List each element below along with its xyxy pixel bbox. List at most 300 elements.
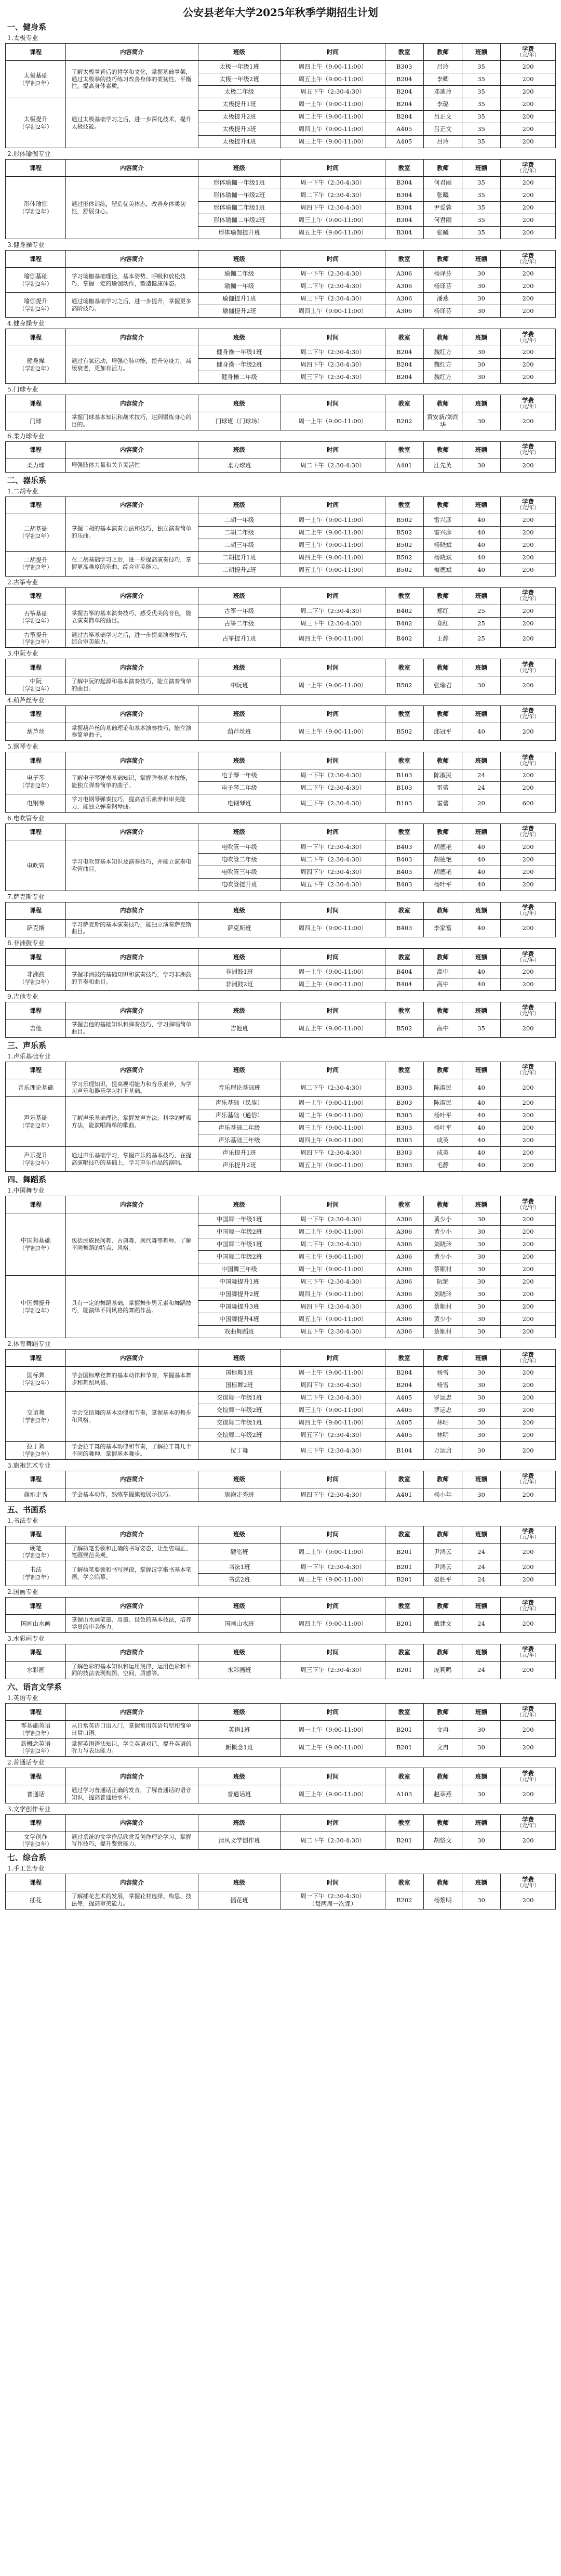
header-intro: 内容简介 (66, 251, 198, 268)
teacher-cell: 张曦 (423, 227, 462, 239)
tuition-cell: 200 (501, 1276, 556, 1288)
class-cell: 书法2班 (198, 1574, 280, 1586)
tuition-cell: 600 (501, 794, 556, 813)
header-room: 教室 (385, 587, 423, 605)
class-cell: 中国舞一年级2班 (198, 1226, 280, 1238)
tuition-cell: 200 (501, 371, 556, 384)
header-class: 班级 (198, 587, 280, 605)
major-section (5, 992, 556, 1038)
size-cell: 30 (462, 1288, 500, 1301)
tuition-cell: 200 (501, 1832, 556, 1850)
header-tuition: 学费 （元/年） (501, 949, 556, 966)
header-course: 课程 (6, 1598, 66, 1615)
time-cell: 周五上午（9:00-11:00） (280, 1019, 385, 1038)
size-cell: 40 (462, 723, 500, 741)
schedule-table (5, 43, 556, 148)
tuition-cell: 200 (501, 227, 556, 239)
major-heading: 3.文学创作专业 (7, 1805, 51, 1813)
header-row (6, 160, 556, 177)
teacher-cell: 林明 (423, 1417, 462, 1429)
room-cell: B103 (385, 769, 423, 782)
room-cell: A306 (385, 1288, 423, 1301)
size-cell: 40 (462, 1097, 500, 1109)
teacher-cell: 吕玲 (423, 136, 462, 148)
header-class: 班级 (198, 160, 280, 177)
header-tuition-unit: （元/年） (516, 911, 540, 917)
teacher-cell: 晏胜平 (423, 1574, 462, 1586)
header-row (6, 496, 556, 514)
class-cell: 太极一年级2班 (198, 73, 280, 86)
size-cell: 35 (462, 202, 500, 214)
class-cell: 中国舞提升3班 (198, 1301, 280, 1313)
time-cell: 周二上午（9:00-11:00） (280, 1109, 385, 1122)
class-cell: 电吹管一年级 (198, 841, 280, 853)
teacher-cell: 毛静 (423, 1159, 462, 1172)
time-cell: 周五下午（2:30-4:30） (280, 86, 385, 98)
schedule-table (5, 441, 556, 473)
header-size: 班额 (462, 395, 500, 412)
course-intro-cell: 掌握英语语法知识，学会英语对话，提升英语的听力与表达能力。 (66, 1738, 198, 1757)
time-cell: 周三上午（9:00-11:00） (280, 723, 385, 741)
header-room: 教室 (385, 949, 423, 966)
course-name-cell: 声乐基础 （学制2年） (6, 1097, 66, 1147)
header-tuition: 学费 （元/年） (501, 1874, 556, 1891)
course-intro-cell: 掌握吉他的基础知识和弹奏技巧，学习弹唱简单曲目。 (66, 1019, 198, 1038)
class-cell: 形体瑜伽二年级2班 (198, 214, 280, 227)
major-section (5, 1186, 556, 1338)
major-heading: 1.书法专业 (7, 1516, 38, 1524)
class-cell: 国标舞1班 (198, 1367, 280, 1379)
header-course: 课程 (6, 1704, 66, 1721)
major-heading: 8.非洲鼓专业 (7, 939, 45, 947)
header-room: 教室 (385, 395, 423, 412)
header-row (6, 44, 556, 61)
time-cell: 周二下午（2:30-4:30） (280, 346, 385, 359)
teacher-cell: 杨叶平 (423, 1122, 462, 1134)
teacher-cell: 梅德斌 (423, 564, 462, 576)
time-cell: 周二上午（9:00-11:00） (280, 111, 385, 123)
tuition-cell: 200 (501, 1079, 556, 1097)
header-intro: 内容简介 (66, 1704, 198, 1721)
class-cell: 形体瑜伽一年级1班 (198, 177, 280, 189)
header-teacher: 教师 (423, 160, 462, 177)
class-cell: 太极一年级1班 (198, 61, 280, 73)
table-row (6, 1367, 556, 1379)
header-tuition: 学费 （元/年） (501, 160, 556, 177)
major-section (5, 814, 556, 891)
course-intro-cell: 通过有氧运动，增强心肺功能，提升免疫力，减缓衰老，更加有活力。 (66, 346, 198, 384)
teacher-cell: 陈淑民 (423, 1097, 462, 1109)
course-intro-cell: 通过太极基础学习之后，进一步深化技术，提升太极技能。 (66, 98, 198, 148)
room-cell: B303 (385, 1159, 423, 1172)
class-cell: 电子琴一年级 (198, 769, 280, 782)
class-cell: 健身操二年级 (198, 371, 280, 384)
time-cell: 周一上午（9:00-11:00） (280, 98, 385, 111)
major-section (5, 33, 556, 148)
class-cell: 电吹管三年级 (198, 866, 280, 878)
time-cell: 周三下午（2:30-4:30） (280, 371, 385, 384)
size-cell: 24 (462, 1574, 500, 1586)
header-class: 班级 (198, 251, 280, 268)
size-cell: 20 (462, 794, 500, 813)
class-cell: 二胡提升2班 (198, 564, 280, 576)
header-row (6, 1526, 556, 1543)
size-cell: 40 (462, 1122, 500, 1134)
header-course: 课程 (6, 441, 66, 459)
teacher-cell: 文冉 (423, 1721, 462, 1739)
class-cell: 交谊舞一年级2班 (198, 1404, 280, 1417)
tuition-cell: 200 (501, 723, 556, 741)
room-cell: B403 (385, 866, 423, 878)
header-tuition: 学费 （元/年） (501, 1471, 556, 1488)
time-cell: 周一下午（2:30-4:30） (280, 1213, 385, 1226)
header-course: 课程 (6, 1644, 66, 1661)
teacher-cell: 杨晓斌 (423, 539, 462, 551)
size-cell: 40 (462, 1159, 500, 1172)
teacher-cell: 杨小年 (423, 1488, 462, 1501)
header-row (6, 1062, 556, 1079)
course-intro-cell: 具有一定的舞蹈基础，掌握舞步男元素和舞蹈技巧，能演绎不同风格的舞蹈作品。 (66, 1276, 198, 1338)
room-cell: A306 (385, 1301, 423, 1313)
header-size: 班额 (462, 949, 500, 966)
header-size: 班额 (462, 902, 500, 919)
tuition-cell: 200 (501, 1134, 556, 1147)
room-cell: B204 (385, 1379, 423, 1392)
teacher-cell: 文冉 (423, 1738, 462, 1757)
schedule-table (5, 1768, 556, 1803)
header-row (6, 441, 556, 459)
header-size: 班额 (462, 1768, 500, 1785)
class-cell: 电子琴二年级 (198, 782, 280, 794)
class-cell: 普通话班 (198, 1785, 280, 1803)
room-cell: A306 (385, 1238, 423, 1251)
course-name-cell: 水彩画 (6, 1661, 66, 1679)
course-intro-cell: 掌握二胡的基本演奏方法和技巧，独立演奏简单的乐曲。 (66, 514, 198, 551)
major-section (5, 149, 556, 239)
time-cell: 周一上午（9:00-11:00） (280, 966, 385, 978)
class-cell: 声乐基础二年级 (198, 1122, 280, 1134)
course-intro-cell: 了解执笔要领和正确的书写姿态，让坐姿端正、笔画规范美观。 (66, 1543, 198, 1561)
header-intro: 内容简介 (66, 496, 198, 514)
header-course: 课程 (6, 1062, 66, 1079)
header-size: 班额 (462, 1874, 500, 1891)
header-time: 时间 (280, 160, 385, 177)
tuition-cell: 200 (501, 214, 556, 227)
header-time: 时间 (280, 587, 385, 605)
size-cell: 40 (462, 514, 500, 526)
size-cell: 30 (462, 1213, 500, 1226)
course-name-cell: 电钢琴 (6, 794, 66, 813)
course-intro-cell: 学习电吹管基本知识及演奏技巧，并能立演奏电吹管曲目。 (66, 841, 198, 891)
header-tuition-unit: （元/年） (516, 403, 540, 410)
teacher-cell: 张瑞君 (423, 676, 462, 695)
tuition-cell: 200 (501, 1785, 556, 1803)
room-cell: B204 (385, 111, 423, 123)
header-intro: 内容简介 (66, 823, 198, 841)
major-section (5, 1693, 556, 1757)
room-cell: B303 (385, 1122, 423, 1134)
room-cell: B201 (385, 1615, 423, 1633)
course-intro-cell: 了解声乐基础理论，掌握发声方法、科学的呼吸方法，能演唱简单的歌曲。 (66, 1097, 198, 1147)
time-cell: 周一上午（9:00-11:00） (280, 1721, 385, 1739)
room-cell: B502 (385, 551, 423, 564)
time-cell: 周一下午（2:30-4:30） (280, 268, 385, 280)
header-time: 时间 (280, 1196, 385, 1213)
header-class: 班级 (198, 1598, 280, 1615)
schedule-table (5, 496, 556, 577)
teacher-cell: 黄少小 (423, 1226, 462, 1238)
table-row (6, 919, 556, 937)
header-tuition: 学费 （元/年） (501, 395, 556, 412)
size-cell: 30 (462, 1313, 500, 1326)
size-cell: 24 (462, 769, 500, 782)
class-cell: 电吹管二年级 (198, 853, 280, 866)
table-row (6, 1561, 556, 1574)
time-cell: 周四下午（2:30-4:30） (280, 866, 385, 878)
header-row (6, 1644, 556, 1661)
teacher-cell: 黄少小 (423, 1251, 462, 1263)
major-section (5, 1587, 556, 1633)
class-cell: 中国舞二年级1班 (198, 1238, 280, 1251)
tuition-cell: 200 (501, 1442, 556, 1460)
header-teacher: 教师 (423, 1704, 462, 1721)
header-time: 时间 (280, 1002, 385, 1019)
header-tuition-unit: （元/年） (516, 1011, 540, 1017)
class-cell: 瑜伽提升1班 (198, 293, 280, 305)
schedule-table (5, 1644, 556, 1680)
teacher-cell: 陈淑民 (423, 1079, 462, 1097)
major-section (5, 431, 556, 473)
time-cell: 周五上午（9:00-11:00） (280, 1159, 385, 1172)
size-cell: 35 (462, 136, 500, 148)
header-size: 班额 (462, 1814, 500, 1832)
time-cell: 周四上午（9:00-11:00） (280, 630, 385, 648)
teacher-cell: 魏红方 (423, 371, 462, 384)
course-intro-cell: 通过声乐基础学习，掌握声乐的基本技巧，在提高演唱技巧的基础上，学习声乐作品的演唱。 (66, 1147, 198, 1172)
schedule-table (5, 1471, 556, 1502)
dept-heading: 四、舞蹈系 (7, 1175, 47, 1184)
course-name-cell: 插花 (6, 1891, 66, 1910)
header-tuition: 学费 （元/年） (501, 1768, 556, 1785)
teacher-cell: 杨雪 (423, 1379, 462, 1392)
schedule-table (5, 395, 556, 430)
tuition-cell: 200 (501, 1379, 556, 1392)
header-room: 教室 (385, 823, 423, 841)
course-intro-cell: 了解执笔要领和书写规律，掌握汉字楷书基本笔画，学会临摹。 (66, 1561, 198, 1586)
teacher-cell: 蔡顺村 (423, 1326, 462, 1338)
size-cell: 30 (462, 280, 500, 293)
header-size: 班额 (462, 1704, 500, 1721)
time-cell: 周一上午（9:00-11:00） (280, 514, 385, 526)
header-size: 班额 (462, 1002, 500, 1019)
class-cell: 萨克斯班 (198, 919, 280, 937)
size-cell: 30 (462, 305, 500, 318)
room-cell: A306 (385, 1276, 423, 1288)
room-cell: B204 (385, 1367, 423, 1379)
room-cell: B502 (385, 526, 423, 539)
time-cell: 周四上午（9:00-11:00） (280, 61, 385, 73)
header-class: 班级 (198, 329, 280, 346)
header-room: 教室 (385, 1196, 423, 1213)
header-course: 课程 (6, 659, 66, 676)
schedule-table (5, 250, 556, 318)
teacher-cell: 潘燕 (423, 293, 462, 305)
header-tuition: 学费 （元/年） (501, 1196, 556, 1213)
header-size: 班额 (462, 1598, 500, 1615)
class-cell: 戏曲舞蹈班 (198, 1326, 280, 1338)
header-tuition-unit: （元/年） (516, 1606, 540, 1612)
schedule-table (5, 587, 556, 648)
header-room: 教室 (385, 1704, 423, 1721)
time-cell: 周二上午（9:00-11:00） (280, 526, 385, 539)
major-section (5, 1804, 556, 1850)
tuition-cell: 200 (501, 617, 556, 630)
header-time: 时间 (280, 441, 385, 459)
room-cell: B103 (385, 782, 423, 794)
header-teacher: 教师 (423, 329, 462, 346)
header-tuition: 学费 （元/年） (501, 441, 556, 459)
size-cell: 40 (462, 853, 500, 866)
header-tuition: 学费 （元/年） (501, 587, 556, 605)
teacher-cell: 成英 (423, 1134, 462, 1147)
header-teacher: 教师 (423, 587, 462, 605)
class-cell: 门球班（门球场） (198, 412, 280, 430)
table-row (6, 1442, 556, 1460)
class-cell: 旗袍走秀班 (198, 1488, 280, 1501)
room-cell: B204 (385, 73, 423, 86)
header-tuition-unit: （元/年） (516, 1776, 540, 1783)
table-row (6, 769, 556, 782)
class-cell: 水彩画班 (198, 1661, 280, 1679)
class-cell: 二胡一年级 (198, 514, 280, 526)
room-cell: A405 (385, 1404, 423, 1417)
time-cell: 周四下午（2:30-4:30） (280, 359, 385, 371)
table-row (6, 1738, 556, 1757)
course-name-cell: 音乐理论基础 (6, 1079, 66, 1097)
size-cell: 30 (462, 1442, 500, 1460)
major-section (5, 742, 556, 813)
room-cell: B304 (385, 227, 423, 239)
header-tuition-unit: （元/年） (516, 450, 540, 456)
header-tuition-unit: （元/年） (516, 168, 540, 174)
teacher-cell: 郑红 (423, 617, 462, 630)
time-cell: 周二上午（9:00-11:00） (280, 1543, 385, 1561)
dept-heading: 七、综合系 (7, 1853, 47, 1862)
schedule-table (5, 1874, 556, 1910)
course-intro-cell: 了解插花艺术的发展，掌握花材选择、构思、技法等，提高审美能力。 (66, 1891, 198, 1910)
time-cell: 周三上午（9:00-11:00） (280, 214, 385, 227)
header-row (6, 1471, 556, 1488)
header-row (6, 1704, 556, 1721)
schedule-table (5, 1062, 556, 1172)
class-cell: 新概念1班 (198, 1738, 280, 1757)
course-name-cell: 古筝提升 （学制2年） (6, 630, 66, 648)
time-cell: 周二下午（2:30-4:30） (280, 853, 385, 866)
time-cell: 周一下午（2:30-4:30） (280, 177, 385, 189)
header-teacher: 教师 (423, 1874, 462, 1891)
size-cell: 35 (462, 189, 500, 202)
teacher-cell: 黄安新/刘尚华 (423, 412, 462, 430)
major-heading: 2.古筝专业 (7, 578, 38, 586)
header-course: 课程 (6, 823, 66, 841)
tuition-cell: 200 (501, 1429, 556, 1442)
header-room: 教室 (385, 1814, 423, 1832)
header-teacher: 教师 (423, 441, 462, 459)
header-intro: 内容简介 (66, 1196, 198, 1213)
header-course: 课程 (6, 1471, 66, 1488)
header-intro: 内容简介 (66, 1002, 198, 1019)
header-time: 时间 (280, 823, 385, 841)
schedule-table (5, 823, 556, 891)
tuition-cell: 200 (501, 136, 556, 148)
header-class: 班级 (198, 1644, 280, 1661)
tuition-cell: 200 (501, 878, 556, 891)
tuition-cell: 200 (501, 1147, 556, 1159)
tuition-cell: 200 (501, 268, 556, 280)
room-cell: A405 (385, 1417, 423, 1429)
class-cell: 古筝提升1班 (198, 630, 280, 648)
header-course: 课程 (6, 1350, 66, 1367)
header-time: 时间 (280, 1062, 385, 1079)
header-class: 班级 (198, 949, 280, 966)
tuition-cell: 200 (501, 1313, 556, 1326)
header-intro: 内容简介 (66, 659, 198, 676)
class-cell: 太极提升3班 (198, 123, 280, 136)
course-intro-cell: 了解中阮的起源和基本演奏技巧，能立演奏简单的曲目。 (66, 676, 198, 695)
tuition-cell: 200 (501, 539, 556, 551)
header-row (6, 659, 556, 676)
table-row (6, 412, 556, 430)
table-row (6, 1891, 556, 1910)
major-section (5, 1052, 556, 1172)
tuition-cell: 200 (501, 564, 556, 576)
room-cell: B403 (385, 841, 423, 853)
major-heading: 1.声乐基础专业 (7, 1052, 51, 1060)
size-cell: 25 (462, 630, 500, 648)
header-row (6, 1350, 556, 1367)
room-cell: B204 (385, 371, 423, 384)
size-cell: 24 (462, 1543, 500, 1561)
header-room: 教室 (385, 752, 423, 769)
major-section (5, 1339, 556, 1460)
major-heading: 1.英语专业 (7, 1694, 38, 1702)
header-teacher: 教师 (423, 752, 462, 769)
size-cell: 30 (462, 1367, 500, 1379)
tuition-cell: 200 (501, 1417, 556, 1429)
header-tuition: 学费 （元/年） (501, 251, 556, 268)
schedule-table (5, 1002, 556, 1038)
time-cell: 周四上午（9:00-11:00） (280, 1288, 385, 1301)
time-cell: 周二下午（2:30-4:30） (280, 1079, 385, 1097)
size-cell: 35 (462, 1019, 500, 1038)
header-row (6, 949, 556, 966)
header-room: 教室 (385, 659, 423, 676)
tuition-cell: 200 (501, 978, 556, 991)
class-cell: 声乐提升2班 (198, 1159, 280, 1172)
table-row (6, 1721, 556, 1739)
room-cell: B201 (385, 1661, 423, 1679)
major-section (5, 1864, 556, 1910)
tuition-cell: 200 (501, 526, 556, 539)
class-cell: 非洲鼓2班 (198, 978, 280, 991)
class-cell: 形体瑜伽二年级1班 (198, 202, 280, 214)
header-tuition: 学费 （元/年） (501, 1598, 556, 1615)
class-cell: 中阮班 (198, 676, 280, 695)
course-intro-cell: 了解色彩的基本知识和运用规律，运用色彩和不同的技法表现构图、空间、质感等。 (66, 1661, 198, 1679)
course-intro-cell: 学会拉丁舞的基本动律和节奏，了解拉丁舞几个不同的舞种，掌握基本舞步。 (66, 1442, 198, 1460)
major-heading: 4.健身操专业 (7, 320, 45, 327)
header-intro: 内容简介 (66, 1350, 198, 1367)
